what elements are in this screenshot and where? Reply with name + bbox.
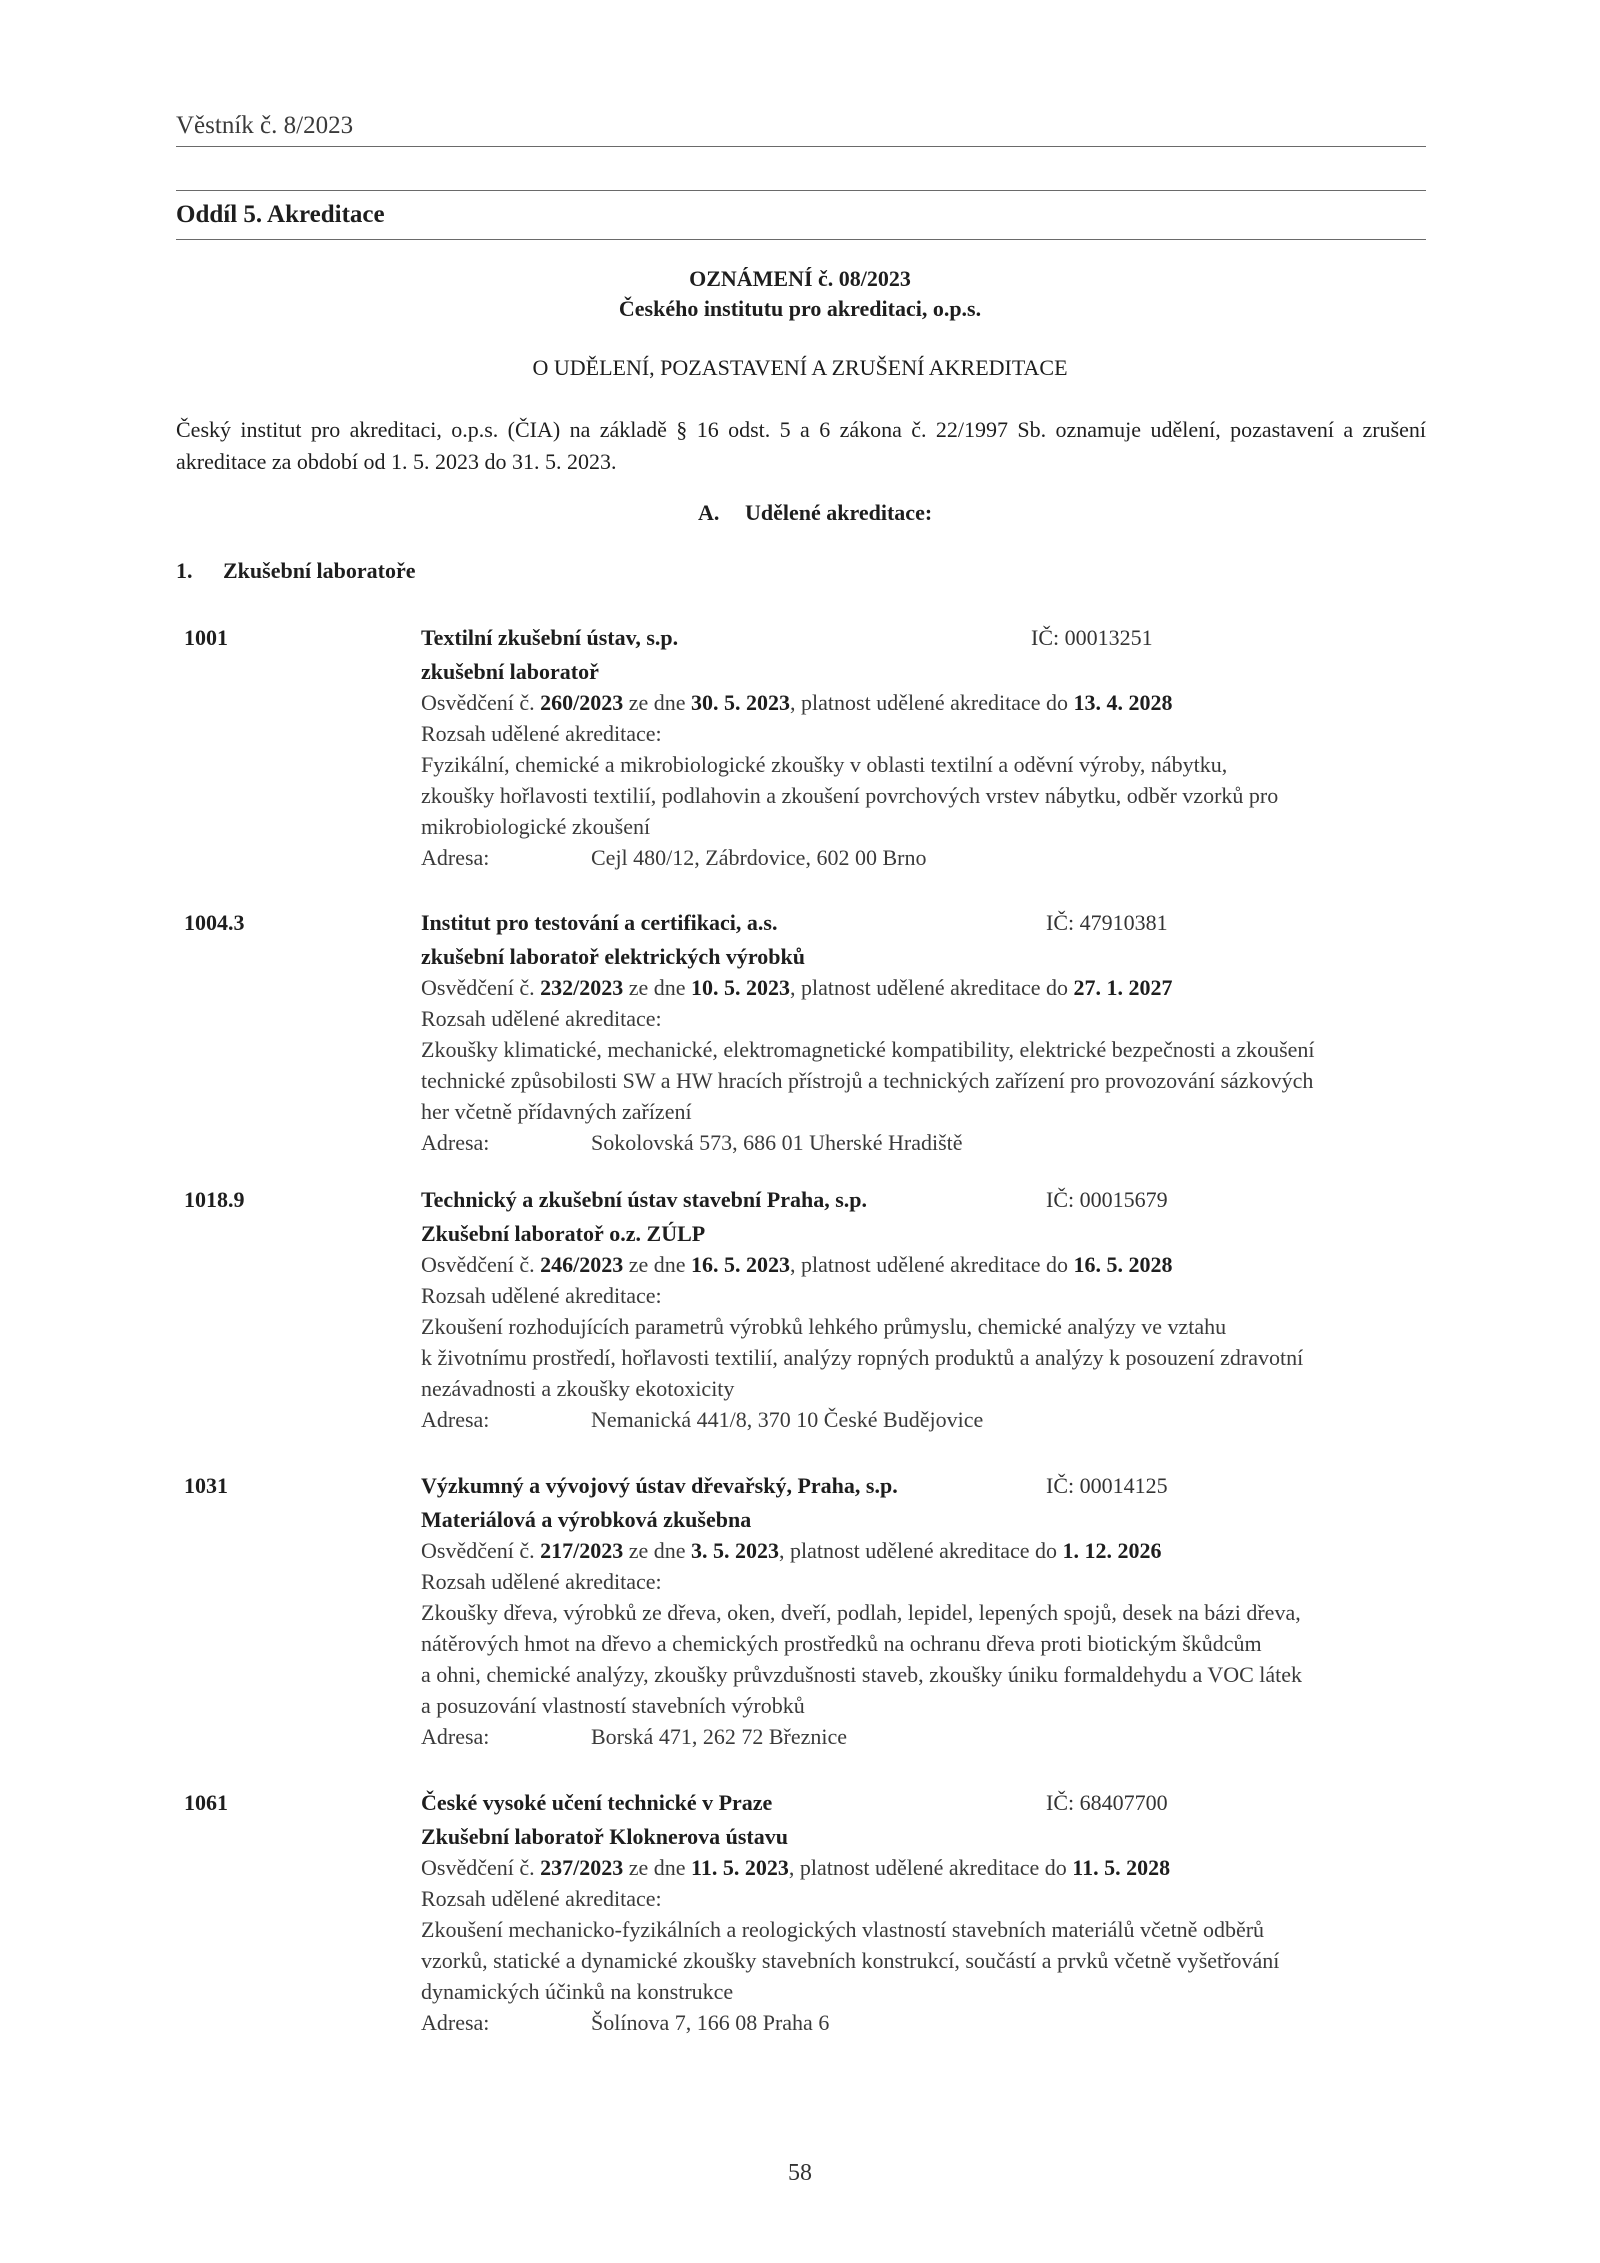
announcement-subtitle: O UDĚLENÍ, POZASTAVENÍ A ZRUŠENÍ AKREDITACE	[532, 355, 1068, 380]
scope-line: her včetně přídavných zařízení	[421, 1099, 692, 1124]
scope-line: a ohni, chemické analýzy, zkoušky průvzdušnosti staveb, zkoušky úniku formaldehydu a VOC látek	[421, 1662, 1303, 1687]
date-prefix: ze dne	[628, 1252, 686, 1277]
running-header: Věstník č. 8/2023	[176, 112, 354, 139]
address-value: Borská 471, 262 72 Březnice	[591, 1724, 847, 1749]
intro-paragraph: Český institut pro akreditaci, o.p.s. (ČIA) na základě § 16 odst. 5 a 6 zákona č. 22/1997 Sb. oznamuje udělení, pozastavení a zrušení akreditace za období od 1. 5. 2023 do 31. 5. 2023.	[176, 417, 1426, 474]
address-value: Nemanická 441/8, 370 10 České Budějovice	[591, 1407, 984, 1432]
scope-line: Zkoušky klimatické, mechanické, elektromagnetické kompatibility, elektrické bezpečnosti a zkoušení	[421, 1037, 1315, 1062]
organization-name: Institut pro testování a certifikaci, a.s.	[421, 910, 778, 935]
certificate-line	[421, 687, 1431, 718]
address-label: Adresa:	[421, 1724, 490, 1749]
valid-until-date: 16. 5. 2028	[1073, 1252, 1173, 1277]
organization-name: Textilní zkušební ústav, s.p.	[421, 625, 679, 650]
scope-heading: Rozsah udělené akreditace:	[421, 1886, 662, 1911]
scope-line: Fyzikální, chemické a mikrobiologické zkoušky v oblasti textilní a oděvní výroby, nábytku,	[421, 752, 1228, 777]
validity-prefix: , platnost udělené akreditace do	[790, 1252, 1068, 1277]
validity-prefix: , platnost udělené akreditace do	[779, 1538, 1057, 1563]
lab-name: zkušební laboratoř	[421, 659, 599, 684]
certificate-line	[421, 1249, 1431, 1280]
lab-code: 1001	[184, 625, 228, 650]
subsection-heading	[176, 558, 416, 584]
company-id: IČ: 47910381	[1046, 910, 1168, 935]
scope-line: technické způsobilosti SW a HW hracích přístrojů a technických zařízení pro provozování sázkových	[421, 1068, 1314, 1093]
lab-code: 1018.9	[184, 1187, 245, 1212]
address-label: Adresa:	[421, 1407, 490, 1432]
date-prefix: ze dne	[628, 1855, 686, 1880]
subsection-number: 1.	[176, 558, 193, 583]
certificate-number: 246/2023	[540, 1252, 624, 1277]
header-rule	[176, 146, 1426, 147]
scope-line: Zkoušky dřeva, výrobků ze dřeva, oken, dveří, podlah, lepidel, lepených spojů, desek na bázi dřeva,	[421, 1600, 1301, 1625]
company-id: IČ: 00013251	[1031, 625, 1153, 650]
valid-until-date: 13. 4. 2028	[1073, 690, 1173, 715]
company-id: IČ: 00014125	[1046, 1473, 1168, 1498]
address-value: Šolínova 7, 166 08 Praha 6	[591, 2010, 830, 2035]
company-id: IČ: 00015679	[1046, 1187, 1168, 1212]
certificate-number: 217/2023	[540, 1538, 624, 1563]
certificate-number: 237/2023	[540, 1855, 624, 1880]
part-a-heading	[698, 500, 932, 526]
validity-prefix: , platnost udělené akreditace do	[790, 975, 1068, 1000]
valid-until-date: 27. 1. 2027	[1073, 975, 1173, 1000]
certificate-prefix: Osvědčení č.	[421, 690, 535, 715]
certificate-prefix: Osvědčení č.	[421, 975, 535, 1000]
certificate-prefix: Osvědčení č.	[421, 1855, 535, 1880]
certificate-line	[421, 972, 1431, 1003]
part-a-number: A.	[698, 500, 720, 525]
certificate-number: 232/2023	[540, 975, 624, 1000]
scope-line: k životnímu prostředí, hořlavosti textilií, analýzy ropných produktů a analýzy k posouzení zdravotní	[421, 1345, 1304, 1370]
announcement-issuer: Českého institutu pro akreditaci, o.p.s.	[618, 296, 982, 321]
section-rule-top	[176, 190, 1426, 191]
scope-line: Zkoušení rozhodujících parametrů výrobků lehkého průmyslu, chemické analýzy ve vztahu	[421, 1314, 1227, 1339]
announcement-title: OZNÁMENÍ č. 08/2023	[689, 266, 911, 291]
certificate-prefix: Osvědčení č.	[421, 1252, 535, 1277]
entry-details	[421, 1218, 1431, 1435]
issue-date: 16. 5. 2023	[691, 1252, 791, 1277]
lab-name: Zkušební laboratoř o.z. ZÚLP	[421, 1221, 706, 1246]
certificate-line	[421, 1852, 1431, 1883]
issue-date: 10. 5. 2023	[691, 975, 791, 1000]
scope-line: vzorků, statické a dynamické zkoušky stavebních konstrukcí, součástí a prvků včetně vyšetřování	[421, 1948, 1280, 1973]
part-a-label: Udělené akreditace:	[745, 500, 933, 525]
company-id: IČ: 68407700	[1046, 1790, 1168, 1815]
scope-line: nátěrových hmot na dřevo a chemických prostředků na ochranu dřeva proti biotickým škůdcům	[421, 1631, 1262, 1656]
address-row	[421, 1404, 1431, 1435]
address-row	[421, 2007, 1431, 2038]
entry-details	[421, 1821, 1431, 2038]
lab-code: 1004.3	[184, 910, 245, 935]
scope-text	[421, 1311, 1431, 1404]
address-row	[421, 1127, 1431, 1158]
section-title: Oddíl 5. Akreditace	[176, 201, 385, 228]
scope-text	[421, 749, 1431, 842]
scope-heading: Rozsah udělené akreditace:	[421, 721, 662, 746]
issue-date: 3. 5. 2023	[691, 1538, 780, 1563]
scope-heading: Rozsah udělené akreditace:	[421, 1006, 662, 1031]
scope-line: dynamických účinků na konstrukce	[421, 1979, 734, 2004]
issue-date: 11. 5. 2023	[691, 1855, 789, 1880]
page-number: 58	[788, 2160, 812, 2186]
scope-line: zkoušky hořlavosti textilií, podlahovin a zkoušení povrchových vrstev nábytku, odběr vzorků pro	[421, 783, 1279, 808]
certificate-number: 260/2023	[540, 690, 624, 715]
entry-details	[421, 656, 1431, 873]
date-prefix: ze dne	[628, 975, 686, 1000]
address-row	[421, 1721, 1431, 1752]
subsection-label: Zkušební laboratoře	[223, 558, 416, 583]
organization-name: Výzkumný a vývojový ústav dřevařský, Praha, s.p.	[421, 1473, 898, 1498]
address-label: Adresa:	[421, 1130, 490, 1155]
valid-until-date: 1. 12. 2026	[1062, 1538, 1162, 1563]
scope-line: Zkoušení mechanicko-fyzikálních a reologických vlastností stavebních materiálů včetně odběrů	[421, 1917, 1265, 1942]
lab-name: Materiálová a výrobková zkušebna	[421, 1507, 752, 1532]
certificate-prefix: Osvědčení č.	[421, 1538, 535, 1563]
lab-code: 1061	[184, 1790, 228, 1815]
entry-details	[421, 1504, 1431, 1752]
scope-text	[421, 1034, 1431, 1127]
organization-name: Technický a zkušební ústav stavební Praha, s.p.	[421, 1187, 868, 1212]
valid-until-date: 11. 5. 2028	[1072, 1855, 1171, 1880]
scope-line: nezávadnosti a zkoušky ekotoxicity	[421, 1376, 735, 1401]
validity-prefix: , platnost udělené akreditace do	[790, 690, 1068, 715]
section-rule-bottom	[176, 239, 1426, 240]
date-prefix: ze dne	[628, 690, 686, 715]
scope-heading: Rozsah udělené akreditace:	[421, 1283, 662, 1308]
address-value: Sokolovská 573, 686 01 Uherské Hradiště	[591, 1130, 963, 1155]
scope-line: mikrobiologické zkoušení	[421, 814, 651, 839]
lab-name: zkušební laboratoř elektrických výrobků	[421, 944, 806, 969]
address-row	[421, 842, 1431, 873]
lab-code: 1031	[184, 1473, 228, 1498]
scope-heading: Rozsah udělené akreditace:	[421, 1569, 662, 1594]
scope-line: a posuzování vlastností stavebních výrobků	[421, 1693, 805, 1718]
address-label: Adresa:	[421, 2010, 490, 2035]
address-value: Cejl 480/12, Zábrdovice, 602 00 Brno	[591, 845, 927, 870]
scope-text	[421, 1914, 1431, 2007]
address-label: Adresa:	[421, 845, 490, 870]
validity-prefix: , platnost udělené akreditace do	[788, 1855, 1067, 1880]
scope-text	[421, 1597, 1431, 1721]
lab-name: Zkušební laboratoř Kloknerova ústavu	[421, 1824, 788, 1849]
organization-name: České vysoké učení technické v Praze	[421, 1790, 773, 1815]
certificate-line	[421, 1535, 1431, 1566]
entry-details	[421, 941, 1431, 1158]
date-prefix: ze dne	[628, 1538, 686, 1563]
issue-date: 30. 5. 2023	[691, 690, 791, 715]
